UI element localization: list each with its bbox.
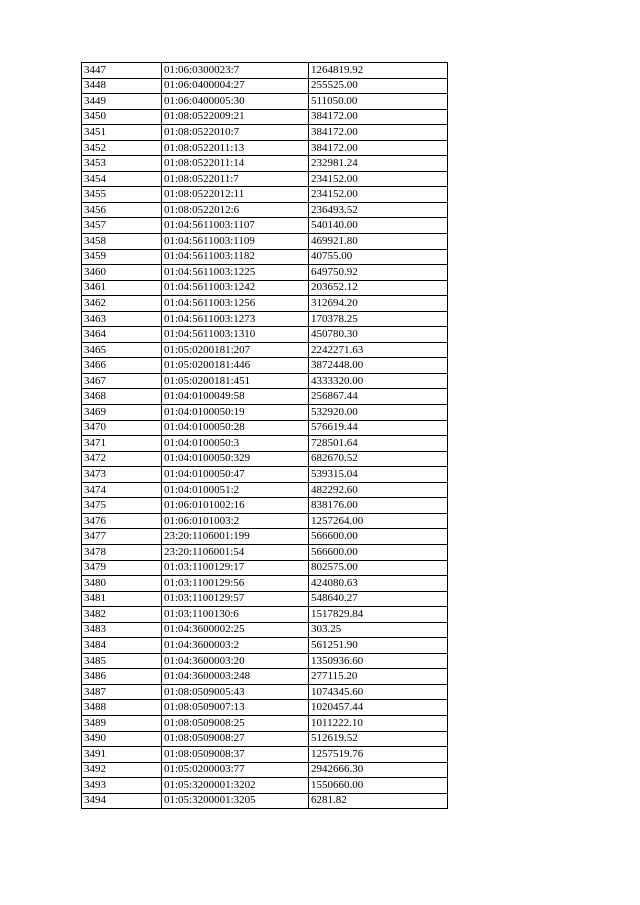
value-cell: 682670.52: [309, 451, 448, 467]
table-row: [82, 793, 448, 809]
table-row: [82, 607, 448, 623]
table-row: [82, 405, 448, 421]
table-row: [82, 389, 448, 405]
value-cell: 3872448.00: [309, 358, 448, 374]
row-number-cell: 3448: [82, 78, 162, 94]
row-number-cell: 3478: [82, 544, 162, 560]
table-row: [82, 140, 448, 156]
cadastral-number-cell: 01:08:0509008:27: [162, 731, 309, 747]
table-row: [82, 109, 448, 125]
value-cell: 532920.00: [309, 405, 448, 421]
value-cell: 234152.00: [309, 171, 448, 187]
row-number-cell: 3468: [82, 389, 162, 405]
cadastral-number-cell: 01:04:0100051:2: [162, 482, 309, 498]
cadastral-number-cell: 01:05:0200181:207: [162, 342, 309, 358]
value-cell: 469921.80: [309, 234, 448, 250]
row-number-cell: 3472: [82, 451, 162, 467]
value-cell: 40755.00: [309, 249, 448, 265]
row-number-cell: 3455: [82, 187, 162, 203]
table-row: [82, 265, 448, 281]
table-row: [82, 622, 448, 638]
row-number-cell: 3461: [82, 280, 162, 296]
row-number-cell: 3491: [82, 747, 162, 763]
value-cell: 255525.00: [309, 78, 448, 94]
cadastral-number-cell: 01:08:0522011:13: [162, 140, 309, 156]
cadastral-number-cell: 01:08:0522011:14: [162, 156, 309, 172]
row-number-cell: 3469: [82, 405, 162, 421]
table-row: [82, 498, 448, 514]
row-number-cell: 3480: [82, 576, 162, 592]
cadastral-number-cell: 01:08:0522012:6: [162, 202, 309, 218]
row-number-cell: 3486: [82, 669, 162, 685]
table-row: [82, 436, 448, 452]
cadastral-number-cell: 23:20:1106001:54: [162, 544, 309, 560]
table-row: [82, 747, 448, 763]
table-row: [82, 156, 448, 172]
row-number-cell: 3471: [82, 436, 162, 452]
table-row: [82, 187, 448, 203]
row-number-cell: 3457: [82, 218, 162, 234]
row-number-cell: 3492: [82, 762, 162, 778]
cadastral-number-cell: 01:04:5611003:1182: [162, 249, 309, 265]
value-cell: 728501.64: [309, 436, 448, 452]
table-row: [82, 94, 448, 110]
value-cell: 384172.00: [309, 109, 448, 125]
value-cell: 424080.63: [309, 576, 448, 592]
cadastral-number-cell: 01:03:1100129:17: [162, 560, 309, 576]
value-cell: 312694.20: [309, 296, 448, 312]
cadastral-number-cell: 01:06:0101002:16: [162, 498, 309, 514]
cadastral-number-cell: 01:03:1100129:57: [162, 591, 309, 607]
cadastral-number-cell: 01:05:0200003:77: [162, 762, 309, 778]
table-row: [82, 591, 448, 607]
cadastral-number-cell: 01:04:0100049:58: [162, 389, 309, 405]
value-cell: 1350936.60: [309, 653, 448, 669]
row-number-cell: 3470: [82, 420, 162, 436]
row-number-cell: 3481: [82, 591, 162, 607]
table-row: [82, 311, 448, 327]
cadastral-number-cell: 01:08:0522012:11: [162, 187, 309, 203]
table-row: [82, 684, 448, 700]
table-row: [82, 280, 448, 296]
row-number-cell: 3482: [82, 607, 162, 623]
value-cell: 540140.00: [309, 218, 448, 234]
row-number-cell: 3447: [82, 63, 162, 79]
table-row: [82, 544, 448, 560]
table-row: [82, 715, 448, 731]
table-row: [82, 669, 448, 685]
table-row: [82, 451, 448, 467]
cadastral-number-cell: 01:08:0522011:7: [162, 171, 309, 187]
row-number-cell: 3458: [82, 234, 162, 250]
cadastral-number-cell: 01:06:0300023:7: [162, 63, 309, 79]
cadastral-number-cell: 01:08:0509008:37: [162, 747, 309, 763]
cadastral-number-cell: 01:04:0100050:19: [162, 405, 309, 421]
cadastral-number-cell: 01:08:0509008:25: [162, 715, 309, 731]
table-row: [82, 234, 448, 250]
cadastral-number-cell: 23:20:1106001:199: [162, 529, 309, 545]
row-number-cell: 3475: [82, 498, 162, 514]
row-number-cell: 3467: [82, 373, 162, 389]
table-row: [82, 762, 448, 778]
row-number-cell: 3466: [82, 358, 162, 374]
cadastral-number-cell: 01:06:0400004:27: [162, 78, 309, 94]
value-cell: 384172.00: [309, 140, 448, 156]
cadastral-number-cell: 01:04:5611003:1242: [162, 280, 309, 296]
value-cell: 511050.00: [309, 94, 448, 110]
row-number-cell: 3463: [82, 311, 162, 327]
row-number-cell: 3460: [82, 265, 162, 281]
table-row: [82, 420, 448, 436]
table-row: [82, 327, 448, 343]
value-cell: 561251.90: [309, 638, 448, 654]
row-number-cell: 3464: [82, 327, 162, 343]
value-cell: 384172.00: [309, 125, 448, 141]
table-row: [82, 125, 448, 141]
row-number-cell: 3449: [82, 94, 162, 110]
cadastral-number-cell: 01:08:0509005:43: [162, 684, 309, 700]
table-row: [82, 78, 448, 94]
row-number-cell: 3454: [82, 171, 162, 187]
cadastral-number-cell: 01:04:0100050:47: [162, 467, 309, 483]
row-number-cell: 3484: [82, 638, 162, 654]
table-row: [82, 358, 448, 374]
row-number-cell: 3483: [82, 622, 162, 638]
cadastral-number-cell: 01:04:0100050:329: [162, 451, 309, 467]
cadastral-number-cell: 01:03:1100129:56: [162, 576, 309, 592]
cadastral-number-cell: 01:08:0509007:13: [162, 700, 309, 716]
value-cell: 203652.12: [309, 280, 448, 296]
cadastral-number-cell: 01:04:0100050:28: [162, 420, 309, 436]
table-row: [82, 560, 448, 576]
row-number-cell: 3450: [82, 109, 162, 125]
value-cell: 1550660.00: [309, 778, 448, 794]
value-cell: 1257519.76: [309, 747, 448, 763]
table-row: [82, 482, 448, 498]
row-number-cell: 3453: [82, 156, 162, 172]
table-row: [82, 467, 448, 483]
value-cell: 6281.82: [309, 793, 448, 809]
value-cell: 566600.00: [309, 529, 448, 545]
cadastral-number-cell: 01:04:5611003:1310: [162, 327, 309, 343]
row-number-cell: 3494: [82, 793, 162, 809]
value-cell: 170378.25: [309, 311, 448, 327]
table-row: [82, 296, 448, 312]
value-cell: 539315.04: [309, 467, 448, 483]
table-row: [82, 249, 448, 265]
row-number-cell: 3459: [82, 249, 162, 265]
value-cell: 232981.24: [309, 156, 448, 172]
row-number-cell: 3487: [82, 684, 162, 700]
table-row: [82, 653, 448, 669]
row-number-cell: 3452: [82, 140, 162, 156]
value-cell: 482292.60: [309, 482, 448, 498]
value-cell: 256867.44: [309, 389, 448, 405]
cadastral-number-cell: 01:05:3200001:3202: [162, 778, 309, 794]
row-number-cell: 3473: [82, 467, 162, 483]
value-cell: 277115.20: [309, 669, 448, 685]
value-cell: 649750.92: [309, 265, 448, 281]
value-cell: 566600.00: [309, 544, 448, 560]
cadastral-number-cell: 01:04:5611003:1256: [162, 296, 309, 312]
value-cell: 2242271.63: [309, 342, 448, 358]
row-number-cell: 3451: [82, 125, 162, 141]
table-row: [82, 63, 448, 79]
value-cell: 450780.30: [309, 327, 448, 343]
value-cell: 4333320.00: [309, 373, 448, 389]
cadastral-number-cell: 01:04:3600002:25: [162, 622, 309, 638]
row-number-cell: 3490: [82, 731, 162, 747]
value-cell: 1517829.84: [309, 607, 448, 623]
table-row: [82, 576, 448, 592]
value-cell: 512619.52: [309, 731, 448, 747]
row-number-cell: 3465: [82, 342, 162, 358]
value-cell: 234152.00: [309, 187, 448, 203]
row-number-cell: 3474: [82, 482, 162, 498]
row-number-cell: 3479: [82, 560, 162, 576]
cadastral-number-cell: 01:04:5611003:1109: [162, 234, 309, 250]
data-table: [81, 62, 448, 809]
table-row: [82, 218, 448, 234]
table-row: [82, 373, 448, 389]
cadastral-number-cell: 01:04:5611003:1273: [162, 311, 309, 327]
row-number-cell: 3456: [82, 202, 162, 218]
row-number-cell: 3476: [82, 513, 162, 529]
table-row: [82, 529, 448, 545]
table-row: [82, 778, 448, 794]
cadastral-number-cell: 01:06:0400005:30: [162, 94, 309, 110]
value-cell: 802575.00: [309, 560, 448, 576]
cadastral-number-cell: 01:08:0522009:21: [162, 109, 309, 125]
table-row: [82, 700, 448, 716]
cadastral-number-cell: 01:06:0101003:2: [162, 513, 309, 529]
row-number-cell: 3485: [82, 653, 162, 669]
table-row: [82, 342, 448, 358]
cadastral-number-cell: 01:04:3600003:248: [162, 669, 309, 685]
table-row: [82, 731, 448, 747]
cadastral-number-cell: 01:08:0522010:7: [162, 125, 309, 141]
value-cell: 2942666.30: [309, 762, 448, 778]
table-row: [82, 171, 448, 187]
row-number-cell: 3493: [82, 778, 162, 794]
cadastral-number-cell: 01:05:0200181:446: [162, 358, 309, 374]
table-row: [82, 638, 448, 654]
value-cell: 1020457.44: [309, 700, 448, 716]
value-cell: 1257264.00: [309, 513, 448, 529]
value-cell: 1264819.92: [309, 63, 448, 79]
row-number-cell: 3477: [82, 529, 162, 545]
cadastral-number-cell: 01:04:3600003:20: [162, 653, 309, 669]
table-row: [82, 202, 448, 218]
cadastral-number-cell: 01:03:1100130:6: [162, 607, 309, 623]
value-cell: 1011222.10: [309, 715, 448, 731]
row-number-cell: 3462: [82, 296, 162, 312]
cadastral-number-cell: 01:05:0200181:451: [162, 373, 309, 389]
value-cell: 236493.52: [309, 202, 448, 218]
cadastral-number-cell: 01:04:5611003:1107: [162, 218, 309, 234]
table-body: [82, 63, 448, 809]
value-cell: 576619.44: [309, 420, 448, 436]
cadastral-number-cell: 01:04:0100050:3: [162, 436, 309, 452]
value-cell: 548640.27: [309, 591, 448, 607]
value-cell: 838176.00: [309, 498, 448, 514]
row-number-cell: 3488: [82, 700, 162, 716]
cadastral-number-cell: 01:04:3600003:2: [162, 638, 309, 654]
cadastral-number-cell: 01:04:5611003:1225: [162, 265, 309, 281]
cadastral-number-cell: 01:05:3200001:3205: [162, 793, 309, 809]
table-row: [82, 513, 448, 529]
value-cell: 1074345.60: [309, 684, 448, 700]
row-number-cell: 3489: [82, 715, 162, 731]
value-cell: 303.25: [309, 622, 448, 638]
